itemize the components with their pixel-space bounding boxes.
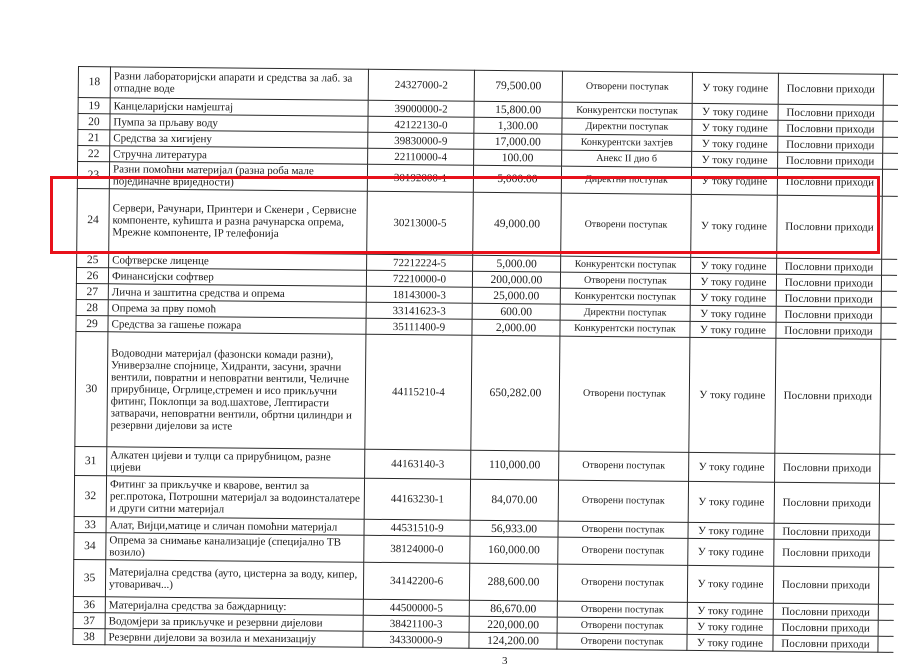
estimated-value: 124,200.00 bbox=[469, 632, 557, 649]
cpv-code: 38421100-3 bbox=[363, 615, 469, 632]
estimated-value: 25,000.00 bbox=[472, 287, 560, 304]
funding-source: Пословни приходи bbox=[773, 603, 878, 620]
cpv-code: 33141623-3 bbox=[366, 302, 472, 319]
empty-cell bbox=[881, 307, 896, 323]
timeframe: У току године bbox=[688, 538, 774, 566]
table-row bbox=[75, 331, 896, 454]
cpv-code: 38124000-0 bbox=[364, 535, 470, 563]
cpv-code: 44115210-4 bbox=[365, 334, 472, 450]
empty-cell bbox=[883, 74, 898, 105]
estimated-value: 86,670.00 bbox=[469, 600, 557, 617]
procurement-procedure: Отворени поступак bbox=[557, 601, 687, 618]
estimated-value: 84,070.00 bbox=[470, 479, 558, 521]
cpv-code: 72210000-0 bbox=[366, 270, 472, 287]
item-description: Разни помоћни материјал (разна роба мале појединачне вриједности) bbox=[109, 162, 367, 191]
funding-source: Пословни приходи bbox=[773, 619, 878, 636]
procurement-procedure: Отворени поступак bbox=[561, 193, 692, 257]
timeframe: У току године bbox=[690, 273, 776, 290]
row-number: 29 bbox=[76, 315, 108, 331]
row-number: 24 bbox=[77, 188, 110, 251]
estimated-value: 5,000.00 bbox=[473, 165, 561, 193]
funding-source: Пословни приходи bbox=[777, 195, 883, 259]
procurement-procedure: Отворени поступак bbox=[557, 564, 687, 602]
procurement-procedure: Отворени поступак bbox=[557, 633, 687, 650]
empty-cell bbox=[881, 291, 896, 307]
estimated-value: 5,000.00 bbox=[473, 255, 561, 272]
estimated-value: 17,000.00 bbox=[474, 133, 562, 150]
procurement-procedure: Отворени поступак bbox=[558, 521, 688, 538]
cpv-code: 44500000-5 bbox=[363, 599, 469, 616]
cpv-code: 34142200-6 bbox=[363, 562, 469, 600]
cpv-code: 39830000-9 bbox=[368, 132, 474, 149]
timeframe: У току године bbox=[692, 119, 778, 136]
red-highlight-box bbox=[50, 176, 880, 254]
row-number: 20 bbox=[78, 114, 110, 130]
estimated-value: 56,933.00 bbox=[470, 520, 558, 537]
procurement-procedure: Отворени поступак bbox=[562, 71, 692, 103]
funding-source: Пословни приходи bbox=[776, 274, 881, 291]
procurement-procedure: Отворени поступак bbox=[558, 537, 688, 565]
item-description: Средства за хигијену bbox=[110, 130, 368, 148]
timeframe: У току године bbox=[690, 305, 776, 322]
row-number: 32 bbox=[74, 475, 106, 516]
row-number: 37 bbox=[73, 612, 105, 628]
funding-source: Пословни приходи bbox=[774, 523, 879, 540]
empty-cell bbox=[882, 169, 897, 196]
row-number: 28 bbox=[76, 299, 108, 315]
item-description: Материјална средства за баждарницу: bbox=[105, 597, 363, 615]
empty-cell bbox=[883, 105, 898, 121]
procurement-procedure: Отворени поступак bbox=[559, 451, 689, 481]
estimated-value: 79,500.00 bbox=[474, 70, 562, 102]
funding-source: Пословни приходи bbox=[777, 168, 882, 196]
row-number: 35 bbox=[73, 559, 105, 596]
item-description: Материјална средства (ауто, цистерна за воду, кипер, утоваривач...) bbox=[105, 560, 363, 599]
timeframe: У току године bbox=[688, 522, 774, 539]
item-description: Водомјери за прикључке и резервни дијелови bbox=[105, 613, 363, 631]
item-description: Сервери, Рачунари, Принтери и Скенери , Сервисне компоненте, кућишта и разна рачунарска опрема, Мрежне компоненте, IP телефонија bbox=[109, 189, 368, 254]
item-description: Разни лабораторијски апарати и средства за лаб. за отпадне воде bbox=[110, 67, 368, 100]
procurement-procedure: Отворени поступак bbox=[559, 336, 690, 452]
item-description: Опрема за прву помоћ bbox=[108, 300, 366, 318]
cpv-code: 30213000-5 bbox=[367, 191, 474, 255]
item-description: Алкатен цијеви и тулци са прирубницом, разне цијеви bbox=[107, 447, 365, 478]
procurement-procedure: Отворени поступак bbox=[560, 272, 690, 289]
cpv-code: 30192000-1 bbox=[367, 164, 473, 192]
procurement-procedure: Анекс II дио б bbox=[562, 150, 692, 167]
funding-source: Пословни приходи bbox=[778, 104, 883, 121]
estimated-value: 160,000.00 bbox=[470, 536, 558, 564]
empty-cell bbox=[882, 259, 897, 275]
cpv-code: 22110000-4 bbox=[368, 148, 474, 165]
item-description: Лична и заштитна средства и опрема bbox=[108, 284, 366, 302]
procurement-table-wrapper bbox=[72, 66, 898, 653]
empty-cell bbox=[883, 121, 898, 137]
row-number: 19 bbox=[78, 98, 110, 114]
funding-source: Пословни приходи bbox=[778, 120, 883, 137]
empty-cell bbox=[878, 604, 893, 620]
cpv-code: 44163230-1 bbox=[364, 478, 470, 520]
timeframe: У току године bbox=[690, 321, 776, 338]
cpv-code: 24327000-2 bbox=[368, 69, 474, 101]
item-description: Канцеларијски намјештај bbox=[110, 98, 368, 116]
timeframe: У току године bbox=[687, 634, 773, 651]
item-description: Алат, Вијци,матице и сличан помоћни материјал bbox=[106, 517, 364, 535]
timeframe: У току године bbox=[689, 452, 775, 482]
empty-cell bbox=[879, 540, 894, 567]
estimated-value: 288,600.00 bbox=[469, 563, 557, 601]
row-number: 34 bbox=[74, 532, 106, 559]
row-number: 23 bbox=[77, 162, 109, 189]
row-number: 31 bbox=[75, 446, 107, 475]
funding-source: Пословни приходи bbox=[775, 453, 880, 483]
funding-source: Пословни приходи bbox=[773, 566, 878, 604]
procurement-procedure: Конкурентски поступак bbox=[562, 102, 692, 119]
funding-source: Пословни приходи bbox=[775, 338, 881, 454]
timeframe: У току године bbox=[690, 289, 776, 306]
cpv-code: 72212224-5 bbox=[367, 254, 473, 271]
estimated-value: 100.00 bbox=[474, 149, 562, 166]
row-number: 25 bbox=[77, 251, 109, 267]
empty-cell bbox=[878, 636, 893, 652]
item-description: Фитинг за прикључке и кварове, вентил за рег.протока, Потрошни материјал за водоинсталатере и други ситни материјал bbox=[106, 476, 364, 519]
timeframe: У току године bbox=[691, 257, 777, 274]
row-number: 27 bbox=[76, 283, 108, 299]
timeframe: У току године bbox=[687, 618, 773, 635]
timeframe: У току године bbox=[687, 602, 773, 619]
procurement-procedure: Директни поступак bbox=[561, 166, 691, 194]
row-number: 18 bbox=[78, 67, 110, 98]
empty-cell bbox=[882, 196, 898, 259]
cpv-code: 35111400-9 bbox=[366, 318, 472, 335]
procurement-procedure: Конкурентски поступак bbox=[560, 320, 690, 337]
empty-cell bbox=[880, 339, 896, 454]
page-number: 3 bbox=[502, 655, 508, 667]
funding-source: Пословни приходи bbox=[773, 635, 878, 652]
empty-cell bbox=[880, 454, 895, 483]
row-number: 38 bbox=[73, 628, 105, 644]
funding-source: Пословни приходи bbox=[778, 136, 883, 153]
estimated-value: 110,000.00 bbox=[471, 450, 559, 480]
procurement-procedure: Конкурентски поступак bbox=[560, 288, 690, 305]
item-description: Водоводни материјал (фазонски комади разни), Универзалне спојнице, Хидранти, засуни, зрачни вентили, повратни и неповратни вентили, Челичне прирубнице, Огрлице,стремен и исо прикључни фитинг, Поклопци за вод.шахтове, Лептирасти затварачи, неповратни вентили, обртни цилиндри и резервни дијелови за исте bbox=[107, 332, 366, 449]
row-number: 26 bbox=[76, 267, 108, 283]
empty-cell bbox=[879, 483, 894, 524]
cpv-code: 44163140-3 bbox=[365, 449, 471, 479]
procurement-procedure: Директни поступак bbox=[560, 304, 690, 321]
funding-source: Пословни приходи bbox=[774, 482, 879, 524]
procurement-procedure: Конкурентски поступак bbox=[561, 256, 691, 273]
funding-source: Пословни приходи bbox=[776, 306, 881, 323]
procurement-procedure: Директни поступак bbox=[562, 118, 692, 135]
item-description: Резервни дијелови за возила и механизацију bbox=[105, 629, 363, 647]
row-number: 36 bbox=[73, 596, 105, 612]
estimated-value: 49,000.00 bbox=[473, 192, 562, 256]
timeframe: У току године bbox=[692, 135, 778, 152]
empty-cell bbox=[883, 137, 898, 153]
item-description: Пумпа за прљаву воду bbox=[110, 114, 368, 132]
cpv-code: 18143000-3 bbox=[366, 286, 472, 303]
item-description: Софтверске лиценце bbox=[109, 252, 367, 270]
estimated-value: 220,000.00 bbox=[469, 616, 557, 633]
procurement-procedure: Конкурентски захтјев bbox=[562, 134, 692, 151]
funding-source: Пословни приходи bbox=[777, 258, 882, 275]
cpv-code: 42122130-0 bbox=[368, 116, 474, 133]
row-number: 22 bbox=[78, 146, 110, 162]
row-number: 30 bbox=[75, 331, 108, 446]
funding-source: Пословни приходи bbox=[776, 290, 881, 307]
funding-source: Пословни приходи bbox=[778, 152, 883, 169]
funding-source: Пословни приходи bbox=[774, 539, 879, 567]
empty-cell bbox=[881, 275, 896, 291]
timeframe: У току године bbox=[687, 565, 773, 603]
procurement-procedure: Отворени поступак bbox=[558, 480, 688, 522]
timeframe: У току године bbox=[692, 72, 778, 104]
estimated-value: 15,800.00 bbox=[474, 101, 562, 118]
empty-cell bbox=[878, 567, 893, 604]
funding-source: Пословни приходи bbox=[778, 73, 883, 105]
estimated-value: 200,000.00 bbox=[472, 271, 560, 288]
row-number: 33 bbox=[74, 516, 106, 532]
item-description: Опрема за снимање канализације (специјално ТВ возило) bbox=[106, 533, 364, 562]
empty-cell bbox=[881, 323, 896, 339]
procurement-procedure: Отворени поступак bbox=[557, 617, 687, 634]
estimated-value: 600.00 bbox=[472, 303, 560, 320]
procurement-table bbox=[72, 66, 898, 653]
row-number: 21 bbox=[78, 130, 110, 146]
timeframe: У току године bbox=[688, 481, 774, 523]
timeframe: У току године bbox=[691, 167, 777, 195]
funding-source: Пословни приходи bbox=[776, 322, 881, 339]
timeframe: У току године bbox=[691, 194, 778, 258]
estimated-value: 1,300.00 bbox=[474, 117, 562, 134]
empty-cell bbox=[878, 620, 893, 636]
estimated-value: 2,000.00 bbox=[472, 319, 560, 336]
cpv-code: 34330000-9 bbox=[363, 631, 469, 648]
timeframe: У току године bbox=[689, 337, 776, 453]
item-description: Финансијски софтвер bbox=[108, 268, 366, 286]
estimated-value: 650,282.00 bbox=[471, 335, 560, 451]
cpv-code: 39000000-2 bbox=[368, 100, 474, 117]
item-description: Средства за гашење пожара bbox=[108, 316, 366, 334]
item-description: Стручна литература bbox=[110, 146, 368, 164]
empty-cell bbox=[883, 153, 898, 169]
empty-cell bbox=[879, 524, 894, 540]
cpv-code: 44531510-9 bbox=[364, 519, 470, 536]
timeframe: У току године bbox=[692, 151, 778, 168]
timeframe: У току године bbox=[692, 103, 778, 120]
